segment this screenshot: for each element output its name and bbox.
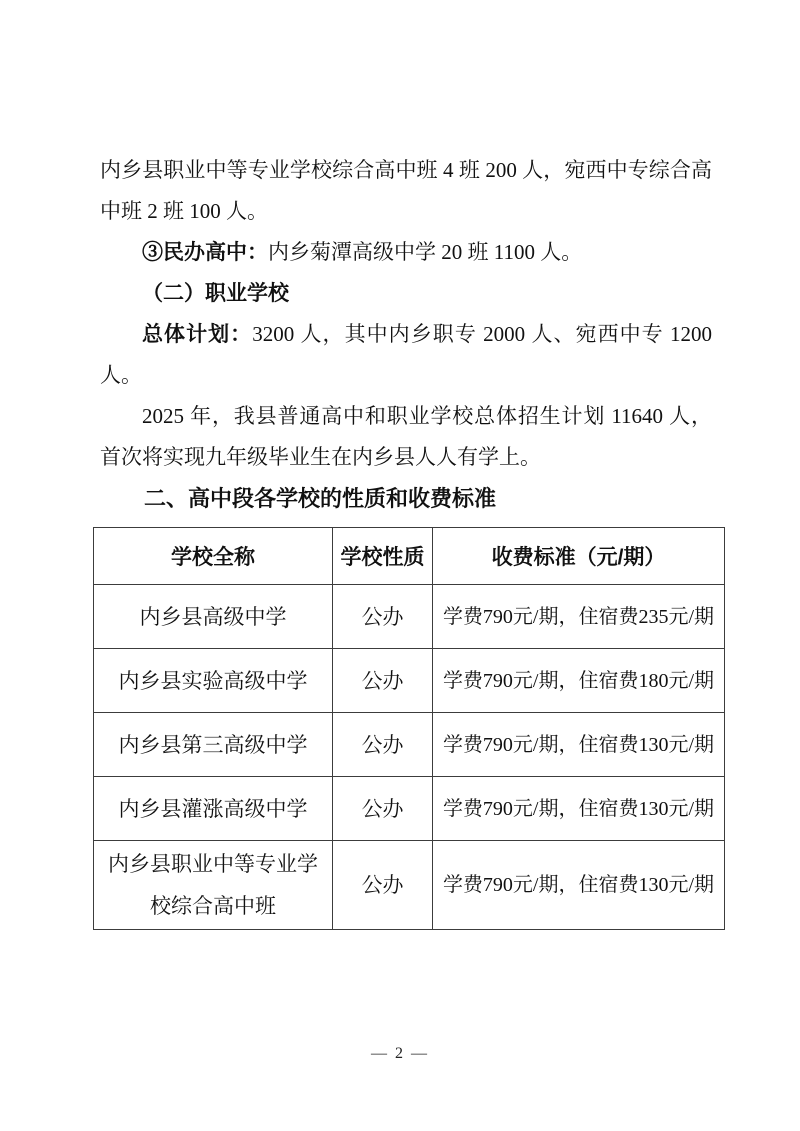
cell-school-type: 公办 (333, 777, 433, 841)
cell-school-type: 公办 (333, 841, 433, 930)
table-row (94, 585, 725, 649)
cell-fee: 学费790元/期，住宿费180元/期 (433, 649, 725, 713)
table-header-row (94, 528, 725, 585)
document-body (100, 150, 712, 519)
paragraph-vocational-school-heading: （二）职业学校 (142, 281, 289, 305)
cell-fee: 学费790元/期，住宿费130元/期 (433, 777, 725, 841)
fee-standard-table (93, 527, 725, 930)
cell-school-name: 内乡县实验高级中学 (94, 649, 333, 713)
cell-school-name: 内乡县灌涨高级中学 (94, 777, 333, 841)
run-overall-plan-text: 3200 人，其中内乡职专 2000 人、宛西中专 1200 人。 (100, 322, 713, 387)
paragraph-private-high-school (100, 232, 712, 273)
table-row (94, 713, 725, 777)
cell-school-type: 公办 (333, 585, 433, 649)
cell-school-type: 公办 (333, 649, 433, 713)
paragraph-continuation: 内乡县职业中等专业学校综合高中班 4 班 200 人，宛西中专综合高中班 2 班 100 人。 (100, 158, 712, 223)
run-overall-plan-label: 总体计划： (142, 322, 253, 346)
page-number: — 2 — (371, 1045, 429, 1062)
cell-school-name: 内乡县高级中学 (94, 585, 333, 649)
run-private-high-school-text: 内乡菊潭高级中学 20 班 1100 人。 (268, 240, 583, 264)
cell-fee: 学费790元/期，住宿费235元/期 (433, 585, 725, 649)
cell-school-name: 内乡县职业中等专业学校综合高中班 (94, 841, 333, 930)
paragraph-total-enrollment: 2025 年，我县普通高中和职业学校总体招生计划 11640 人，首次将实现九年级毕业生在内乡县人人有学上。 (100, 404, 713, 469)
run-private-high-school-label: ③民办高中： (142, 240, 268, 264)
cell-fee: 学费790元/期，住宿费130元/期 (433, 841, 725, 930)
column-header-fee-standard: 收费标准（元/期） (433, 528, 725, 585)
table-row (94, 841, 725, 930)
column-header-school-type: 学校性质 (333, 528, 433, 585)
section-heading-fees: 二、高中段各学校的性质和收费标准 (144, 486, 497, 511)
cell-school-name: 内乡县第三高级中学 (94, 713, 333, 777)
cell-school-type: 公办 (333, 713, 433, 777)
paragraph-overall-plan (100, 314, 712, 396)
column-header-school-name: 学校全称 (94, 528, 333, 585)
cell-fee: 学费790元/期，住宿费130元/期 (433, 713, 725, 777)
table-row (94, 649, 725, 713)
table-row (94, 777, 725, 841)
